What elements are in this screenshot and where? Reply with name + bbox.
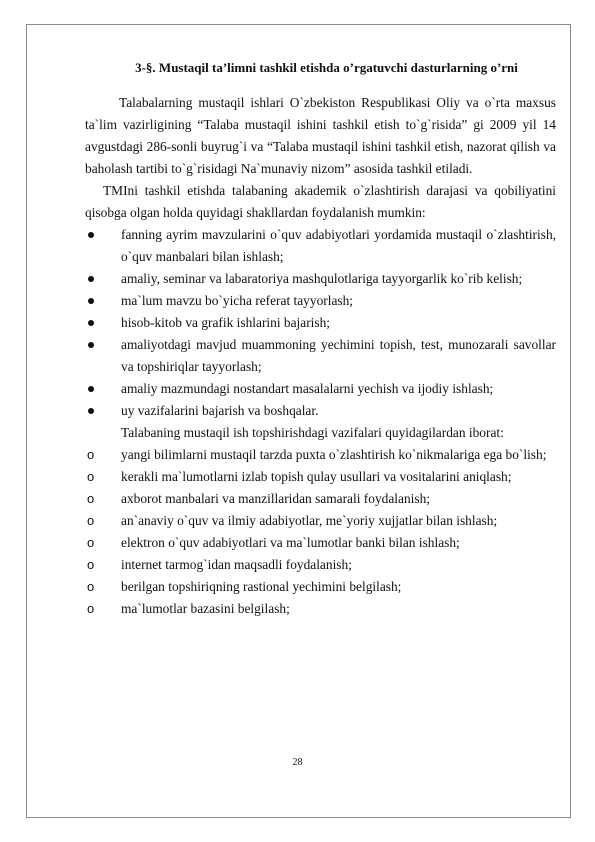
bullet-icon bbox=[88, 276, 94, 282]
bullet-icon bbox=[88, 232, 94, 238]
list-item: ma`lum mavzu bo`yicha referat tayyorlash; bbox=[85, 290, 556, 312]
list-item: uy vazifalarini bajarish va boshqalar. bbox=[85, 400, 556, 422]
circle-bullet-icon: o bbox=[87, 469, 95, 484]
list-item: o yangi bilimlarni mustaqil tarzda puxta o`zlashtirish ko`nikmalariga ega bo`lish; bbox=[85, 444, 556, 466]
document-body bbox=[85, 58, 556, 620]
circle-bullet-icon: o bbox=[87, 535, 95, 550]
paragraph-forms: TMIni tashkil etishda talabaning akademik o`zlashtirish darajasi va qobiliyatini qisobga olgan holda quyidagi shakllardan foydalanish mumkin: bbox=[85, 183, 556, 220]
circle-bullet-icon: o bbox=[87, 601, 95, 616]
forms-bullet-list bbox=[85, 224, 556, 422]
bullet-icon bbox=[88, 342, 94, 348]
bullet-icon bbox=[88, 408, 94, 414]
bullet-icon bbox=[88, 386, 94, 392]
circle-bullet-icon: o bbox=[87, 491, 95, 506]
tasks-list bbox=[85, 444, 556, 620]
circle-bullet-icon: o bbox=[87, 557, 95, 572]
page-number: 28 bbox=[292, 757, 303, 768]
list-item: amaliyotdagi mavjud muammoning yechimini topish, test, munozarali savollar va topshiriqlar tayyorlash; bbox=[85, 334, 556, 378]
list-item: o berilgan topshiriqning rastional yechimini belgilash; bbox=[85, 576, 556, 598]
list-item: amaliy mazmundagi nostandart masalalarni yechish va ijodiy ishlash; bbox=[85, 378, 556, 400]
list-item: o an`anaviy o`quv va ilmiy adabiyotlar, me`yoriy xujjatlar bilan ishlash; bbox=[85, 510, 556, 532]
list-item: fanning ayrim mavzularini o`quv adabiyotlari yordamida mustaqil o`zlashtirish, o`quv manbalari bilan ishlash; bbox=[85, 224, 556, 268]
circle-bullet-icon: o bbox=[87, 579, 95, 594]
section-heading: 3-§. Mustaqil ta’limni tashkil etishda o’rgatuvchi dasturlarning o’rni bbox=[135, 60, 518, 75]
list-item: o ma`lumotlar bazasini belgilash; bbox=[85, 598, 556, 620]
tasks-intro: Talabaning mustaqil ish topshirishdagi vazifalari quyidagilardan iborat: bbox=[121, 425, 504, 440]
circle-bullet-icon: o bbox=[87, 447, 95, 462]
list-item: o internet tarmog`idan maqsadli foydalanish; bbox=[85, 554, 556, 576]
list-item: amaliy, seminar va labaratoriya mashqulotlariga tayyorgarlik ko`rib kelish; bbox=[85, 268, 556, 290]
list-item: o axborot manbalari va manzillaridan samarali foydalanish; bbox=[85, 488, 556, 510]
list-item: o kerakli ma`lumotlarni izlab topish qulay usullari va vositalarini aniqlash; bbox=[85, 466, 556, 488]
paragraph-intro: Talabalarning mustaqil ishlari O`zbekiston Respublikasi Oliy va o`rta maxsus ta`lim vazirligining “Talaba mustaqil ishini tashkil etish to`g`risida” gi 2009 yil 14 avgustdagi 286-sonli buyrug`i va “Talaba mustaqil ishini tashkil etish, nazorat qilish va baholash tartibi to`g`risidagi Na`munaviy nizom” asosida tashkil etiladi. bbox=[85, 95, 556, 176]
circle-bullet-icon: o bbox=[87, 513, 95, 528]
bullet-icon bbox=[88, 298, 94, 304]
list-item: hisob-kitob va grafik ishlarini bajarish; bbox=[85, 312, 556, 334]
bullet-icon bbox=[88, 320, 94, 326]
list-item: o elektron o`quv adabiyotlari va ma`lumotlar banki bilan ishlash; bbox=[85, 532, 556, 554]
